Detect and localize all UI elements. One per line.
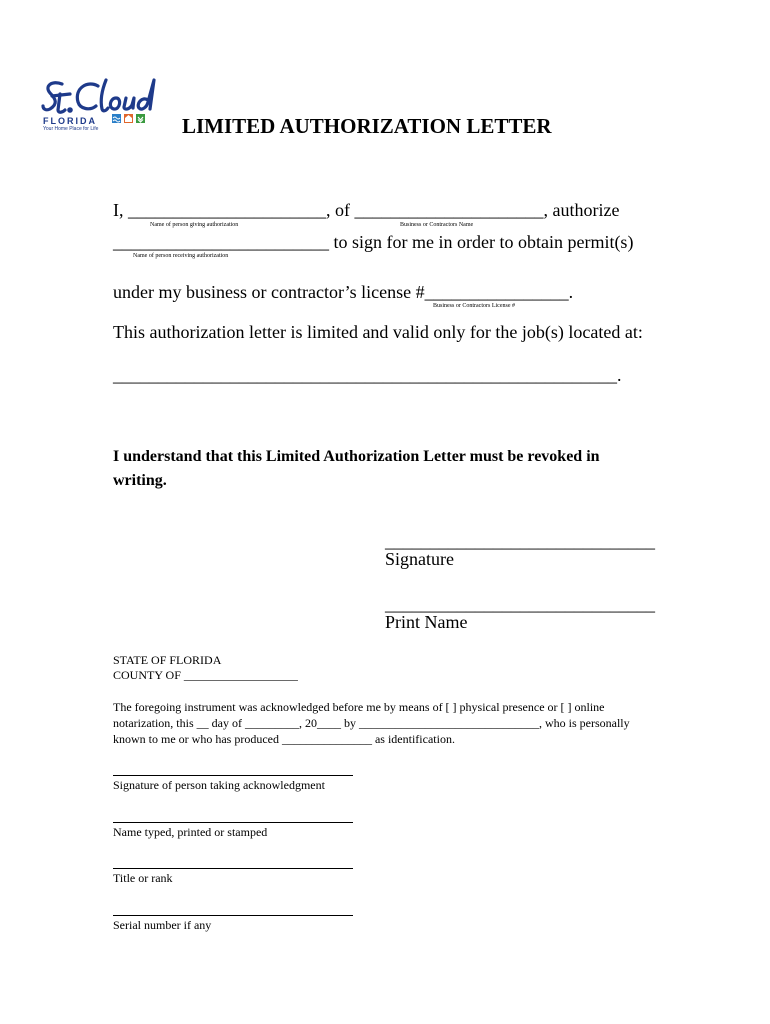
notary-name-rule: [113, 822, 353, 823]
notary-signature-label: Signature of person taking acknowledgment: [113, 778, 325, 792]
job-location-line: This authorization letter is limited and valid only for the job(s) located at:: [113, 322, 643, 342]
revocation-statement: I understand that this Limited Authorization Letter must be revoked in writing.: [113, 448, 600, 489]
authorization-line-2: ________________________ to sign for me in order to obtain permit(s): [113, 232, 634, 252]
notary-name-label: Name typed, printed or stamped: [113, 825, 268, 839]
print-name-line: ______________________________: [385, 594, 655, 614]
notary-title-label: Title or rank: [113, 871, 173, 885]
logo-tagline: Your Home Place for Life: [43, 126, 99, 132]
st-cloud-logo: [40, 76, 172, 136]
notary-county: COUNTY OF ___________________: [113, 668, 298, 682]
ack-line-3: known to me or who has produced _______________ as identification.: [113, 732, 455, 746]
notary-serial-label: Serial number if any: [113, 918, 212, 932]
document-title: LIMITED AUTHORIZATION LETTER: [182, 114, 552, 138]
caption-license: Business or Contractors License #: [433, 303, 515, 309]
caption-person-giving: Name of person giving authorization: [150, 222, 239, 228]
ack-line-1: The foregoing instrument was acknowledged before me by means of [ ] physical presence or [ ] online: [113, 700, 605, 714]
signature-line: ______________________________: [385, 531, 655, 551]
caption-business-name: Business or Contractors Name: [400, 222, 474, 228]
notary-state: STATE OF FLORIDA: [113, 653, 222, 667]
license-line: under my business or contractor’s license #________________.: [113, 282, 574, 302]
authorization-line-1: I, ______________________, of _____________________, authorize: [113, 200, 620, 220]
logo-florida-text: FLORIDA: [43, 116, 97, 126]
notary-serial-rule: [113, 915, 353, 916]
notary-signature-rule: [113, 775, 353, 776]
notary-title-rule: [113, 868, 353, 869]
signature-label: Signature: [385, 549, 454, 569]
print-name-label: Print Name: [385, 612, 468, 632]
job-address-blank: ________________________________________________________.: [113, 365, 622, 385]
caption-person-receiving: Name of person receiving authorization: [133, 253, 229, 259]
ack-line-2: notarization, this __ day of _________, 20____ by ______________________________, who is personally: [113, 716, 630, 730]
